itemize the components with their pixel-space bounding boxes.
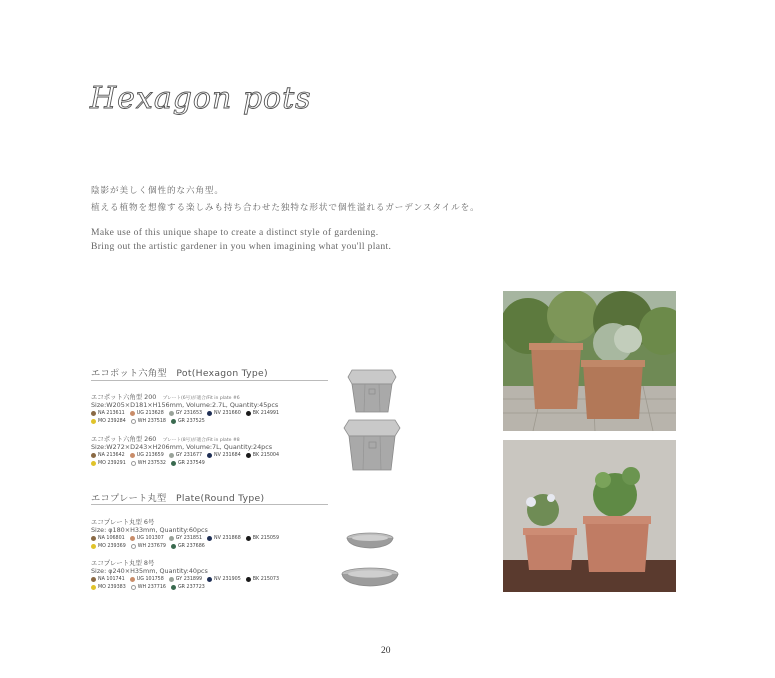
- round-plate-6-image: [344, 530, 396, 552]
- color-swatch: [171, 585, 176, 590]
- color-swatch: [130, 577, 135, 582]
- product-name: エコプレート丸型 6号: [91, 518, 155, 526]
- color-code: WH 237716: [137, 584, 166, 590]
- page-number: 20: [381, 646, 391, 656]
- color-row: [91, 575, 279, 583]
- color-code: GR 237686: [177, 543, 205, 549]
- color-swatch: [91, 453, 96, 458]
- intro-en-1: Make use of this unique shape to create a distinct style of gardening.: [91, 227, 379, 238]
- hexagon-pot-small-image: [346, 368, 398, 414]
- color-code: WH 237532: [137, 460, 166, 466]
- color-code: GR 237549: [177, 460, 205, 466]
- color-code: GY 231899: [175, 576, 203, 582]
- color-swatch: [246, 411, 251, 416]
- color-code: NV 231905: [214, 576, 241, 582]
- color-code: MO 239369: [98, 543, 126, 549]
- color-swatch: [207, 536, 212, 541]
- product-block: [91, 434, 279, 467]
- color-code: NA 101741: [98, 576, 125, 582]
- color-chip: [246, 536, 279, 541]
- color-code: MO 239284: [98, 418, 126, 424]
- garden-photo-wall: [503, 440, 676, 592]
- color-code: MO 239383: [98, 584, 126, 590]
- title-text: Hexagon pots: [90, 81, 312, 116]
- garden-photo-terrace: [503, 291, 676, 431]
- color-swatch: [130, 453, 135, 458]
- color-swatch: [207, 577, 212, 582]
- color-swatch: [91, 577, 96, 582]
- product-block: [91, 392, 279, 425]
- color-code: NA 213611: [98, 410, 125, 416]
- color-code: NA 213642: [98, 452, 125, 458]
- color-chip: [207, 536, 241, 541]
- color-swatch: [246, 577, 251, 582]
- color-chip: [130, 536, 164, 541]
- color-chip: [169, 577, 202, 582]
- color-row: [91, 459, 279, 467]
- color-code: GR 237723: [177, 584, 205, 590]
- color-code: BK 215073: [252, 576, 280, 582]
- color-code: UG 101758: [136, 576, 164, 582]
- color-code: WH 237679: [137, 543, 166, 549]
- color-swatch: [130, 411, 135, 416]
- color-chip: [91, 453, 125, 458]
- color-code: UG 101307: [136, 535, 164, 541]
- product-block: [91, 517, 279, 550]
- color-swatch: [171, 419, 176, 424]
- color-code: NV 231660: [214, 410, 241, 416]
- color-row: [91, 542, 279, 550]
- color-code: GY 231677: [175, 452, 203, 458]
- color-chip: [207, 577, 241, 582]
- color-chip: [130, 411, 164, 416]
- color-chip: [207, 411, 241, 416]
- color-code: BK 214991: [252, 410, 280, 416]
- color-chip: [171, 585, 205, 590]
- color-chip: [171, 544, 205, 549]
- intro-jp-1: 陰影が美しく個性的な六角型。: [91, 186, 224, 196]
- color-swatch: [91, 461, 96, 466]
- intro-en-2: Bring out the artistic gardener in you when imagining what you'll plant.: [91, 241, 392, 252]
- color-code: UG 213659: [136, 452, 164, 458]
- color-swatch: [246, 536, 251, 541]
- color-swatch: [171, 544, 176, 549]
- color-swatch: [91, 419, 96, 424]
- round-plate-8-image: [339, 566, 401, 590]
- color-chip: [169, 453, 202, 458]
- hexagon-pot-large-image: [342, 418, 402, 472]
- color-swatch: [171, 461, 176, 466]
- color-row: [91, 583, 279, 591]
- color-swatch: [91, 585, 96, 590]
- color-code: NV 231684: [214, 452, 241, 458]
- color-swatch: [91, 544, 96, 549]
- product-size: Size: φ240×H35mm, Quantity:40pcs: [91, 567, 208, 575]
- page-title: [88, 78, 328, 128]
- product-name: エコポット六角型 260 プレート(8号)が適合/Fit in plate #8: [91, 435, 240, 443]
- color-code: MO 239291: [98, 460, 126, 466]
- color-chip: [171, 461, 205, 466]
- color-chip: [130, 577, 164, 582]
- color-chip: [131, 585, 166, 590]
- color-code: NV 231868: [214, 535, 241, 541]
- product-name: エコポット六角型 200 プレート(6号)が適合/Fit in plate #6: [91, 393, 240, 401]
- section-title-pot: エコポット六角型 Pot(Hexagon Type): [91, 368, 268, 379]
- color-code: BK 215059: [252, 535, 280, 541]
- color-swatch: [91, 536, 96, 541]
- color-code: NA 106801: [98, 535, 125, 541]
- product-size: Size:W272×D243×H206mm, Volume:7L, Quantity:24pcs: [91, 443, 273, 451]
- color-chip: [91, 411, 125, 416]
- color-chip: [246, 411, 279, 416]
- intro-jp-2: 植える植物を想像する楽しみも持ち合わせた独特な形状で個性溢れるガーデンスタイルを。: [91, 203, 480, 213]
- color-chip: [131, 419, 166, 424]
- color-chip: [91, 419, 126, 424]
- color-chip: [246, 577, 279, 582]
- title-script: [88, 78, 328, 128]
- color-chip: [130, 453, 164, 458]
- color-swatch: [131, 419, 136, 424]
- color-swatch: [246, 453, 251, 458]
- color-chip: [91, 461, 126, 466]
- color-swatch: [169, 411, 174, 416]
- color-swatch: [169, 453, 174, 458]
- color-swatch: [207, 411, 212, 416]
- color-row: [91, 534, 279, 542]
- color-swatch: [131, 544, 136, 549]
- color-code: BK 215004: [252, 452, 280, 458]
- color-row: [91, 417, 279, 425]
- color-swatch: [130, 536, 135, 541]
- color-swatch: [91, 411, 96, 416]
- color-swatch: [169, 536, 174, 541]
- color-chip: [246, 453, 279, 458]
- color-row: [91, 451, 279, 459]
- section-title-plate: エコプレート丸型 Plate(Round Type): [91, 493, 265, 504]
- color-chip: [207, 453, 241, 458]
- product-block: [91, 558, 279, 591]
- color-code: GR 237525: [177, 418, 205, 424]
- color-chip: [169, 536, 202, 541]
- section-divider: [91, 380, 328, 381]
- product-size: Size: φ180×H33mm, Quantity:60pcs: [91, 526, 208, 534]
- color-swatch: [131, 585, 136, 590]
- color-chip: [131, 544, 166, 549]
- color-chip: [91, 544, 126, 549]
- color-code: GY 231653: [175, 410, 203, 416]
- color-code: WH 237518: [137, 418, 166, 424]
- product-size: Size:W205×D181×H156mm, Volume:2.7L, Quantity:45pcs: [91, 401, 279, 409]
- section-divider: [91, 504, 328, 505]
- color-chip: [171, 419, 205, 424]
- color-chip: [91, 585, 126, 590]
- color-chip: [131, 461, 166, 466]
- color-chip: [169, 411, 202, 416]
- product-name: エコプレート丸型 8号: [91, 559, 155, 567]
- color-chip: [91, 536, 125, 541]
- color-row: [91, 409, 279, 417]
- color-swatch: [131, 461, 136, 466]
- color-code: UG 213628: [136, 410, 164, 416]
- color-chip: [91, 577, 125, 582]
- color-code: GY 231851: [175, 535, 203, 541]
- color-swatch: [207, 453, 212, 458]
- color-swatch: [169, 577, 174, 582]
